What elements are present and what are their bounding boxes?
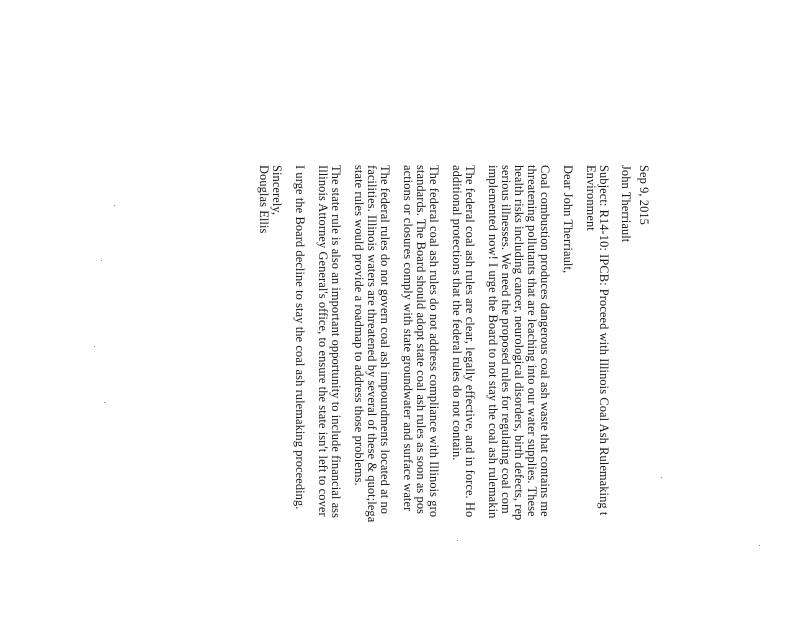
paragraph-line: facilities. Illinois waters are threatened by several of these & quot;lega: [365, 165, 379, 523]
scan-speck: [661, 477, 662, 478]
scan-speck: [94, 346, 95, 347]
subject-line-2: Environment: [584, 165, 598, 231]
paragraph-line: implemented now! I urge the Board to not stay the coal ash rulemakin: [486, 165, 500, 519]
paragraph-line: serious illnesses. We need the proposed rules for regulating coal com: [499, 165, 513, 514]
paragraph-line: The state rule is also an important opportunity to include financial ass: [329, 165, 343, 519]
paragraph-line: threatening pollutants that are leaching into our water supplies. These: [525, 165, 539, 517]
paragraph-line: Illinois Attorney General's office, to ensure the state isn't left to cover: [316, 165, 330, 517]
subject-line-1: Subject: R14-10: IPCB: Proceed with Illinois Coal Ash Rulemaking t: [597, 165, 611, 516]
scan-speck: [101, 260, 102, 261]
salutation: Dear John Therriault,: [561, 165, 575, 274]
scan-speck: [104, 402, 105, 403]
closing: Sincerely,: [270, 165, 284, 216]
paragraph-line: Coal combustion produces dangerous coal ash waste that contains me: [538, 165, 552, 517]
paragraph-line: standards. The Board should adopt state coal ash rules as soon as pos: [414, 165, 428, 515]
paragraph-line: The federal coal ash rules are clear, legally effective, and in force. Ho: [463, 165, 477, 518]
paragraph-line: health risks including cancer, neurological disorders, birth defects, rep: [512, 165, 526, 521]
paragraph-line: state rules would provide a roadmap to address those problems.: [352, 165, 366, 486]
paragraph-line: The federal coal ash rules do not address compliance with Illinois gro: [427, 165, 441, 518]
scan-speck: [457, 540, 458, 541]
signature-name: Douglas Ellis: [257, 165, 271, 234]
recipient-name: John Therriault: [619, 165, 633, 243]
scan-speck: [759, 545, 760, 546]
paragraph-line: actions or closures comply with state groundwater and surface water: [401, 165, 415, 512]
paragraph-line: The federal rules do not govern coal ash impoundments located at no: [378, 165, 392, 515]
scan-speck: [114, 205, 115, 206]
letter-date: Sep 9, 2015: [637, 165, 651, 225]
paragraph-line: I urge the Board decline to stay the coal ash rulemaking proceeding.: [293, 165, 307, 510]
paragraph-line: additional protections that the federal rules do not contain.: [450, 165, 464, 461]
